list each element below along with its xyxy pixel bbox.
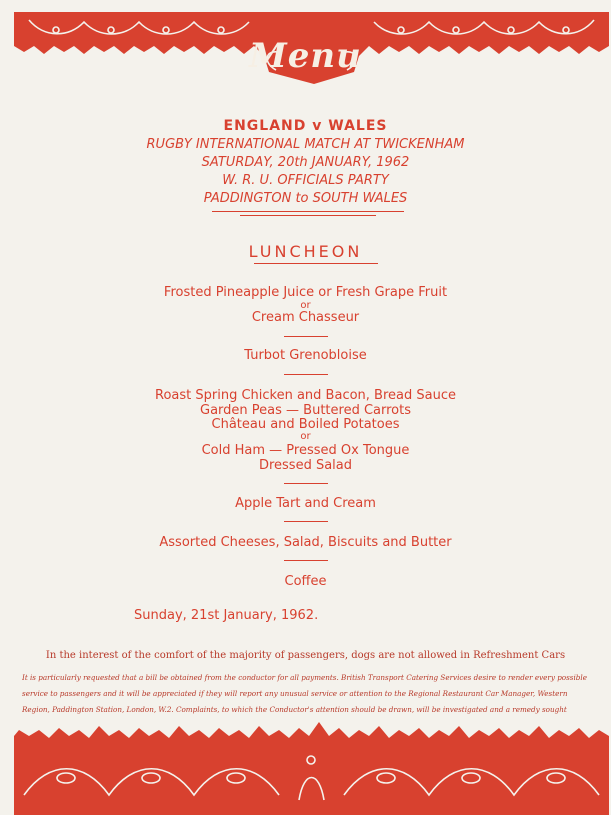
course-fish: Turbot Grenobloise	[244, 348, 367, 363]
course-dessert: Apple Tart and Cream	[235, 496, 376, 511]
course-or: or	[300, 300, 311, 311]
route: PADDINGTON to SOUTH WALES	[203, 191, 408, 206]
course-divider	[284, 374, 328, 375]
header-rule-short	[240, 215, 376, 216]
course-divider	[284, 560, 328, 561]
party-name: W. R. U. OFFICIALS PARTY	[222, 173, 389, 188]
course-soup: Cream Chasseur	[251, 310, 360, 325]
menu-title: Menu	[249, 36, 362, 76]
course-or: or	[300, 431, 311, 442]
match-title: ENGLAND v WALES	[223, 118, 388, 134]
luncheon-heading: LUNCHEON	[248, 242, 363, 261]
course-divider	[284, 521, 328, 522]
bottom-decorative-banner	[14, 700, 609, 815]
match-date: SATURDAY, 20th JANUARY, 1962	[201, 155, 410, 170]
luncheon-underline	[254, 263, 378, 264]
fine-print-line: It is particularly requested that a bill be obtained from the conductor for all payments. British Transport Catering Services desire to render every possible	[22, 673, 587, 682]
course-main-line: Garden Peas — Buttered Carrots	[200, 403, 411, 418]
course-main-line: Dressed Salad	[258, 458, 353, 473]
course-main-line: Roast Spring Chicken and Bacon, Bread Sauce	[155, 388, 456, 403]
course-starter: Frosted Pineapple Juice or Fresh Grape Fruit	[163, 285, 448, 300]
dogs-notice: In the interest of the comfort of the majority of passengers, dogs are not allowed in Refreshment Cars	[45, 650, 566, 661]
course-divider	[284, 336, 328, 337]
course-cheese: Assorted Cheeses, Salad, Biscuits and Butter	[159, 535, 452, 550]
fine-print-line: service to passengers and it will be appreciated if they will report any unusual service or attention to the Regional Restaurant Car Manager, Western	[22, 689, 568, 698]
course-divider	[284, 483, 328, 484]
fine-print-line: Region, Paddington Station, London, W.2. Complaints, to which the Conductor's attention should be drawn, will be investigated and a remedy sought	[22, 705, 567, 714]
course-main-line: Château and Boiled Potatoes	[211, 417, 400, 432]
match-subtitle: RUGBY INTERNATIONAL MATCH AT TWICKENHAM	[146, 137, 465, 152]
header-rule	[212, 211, 404, 212]
course-coffee: Coffee	[284, 574, 327, 589]
service-date: Sunday, 21st January, 1962.	[134, 608, 319, 623]
course-main-line: Cold Ham — Pressed Ox Tongue	[201, 443, 410, 458]
